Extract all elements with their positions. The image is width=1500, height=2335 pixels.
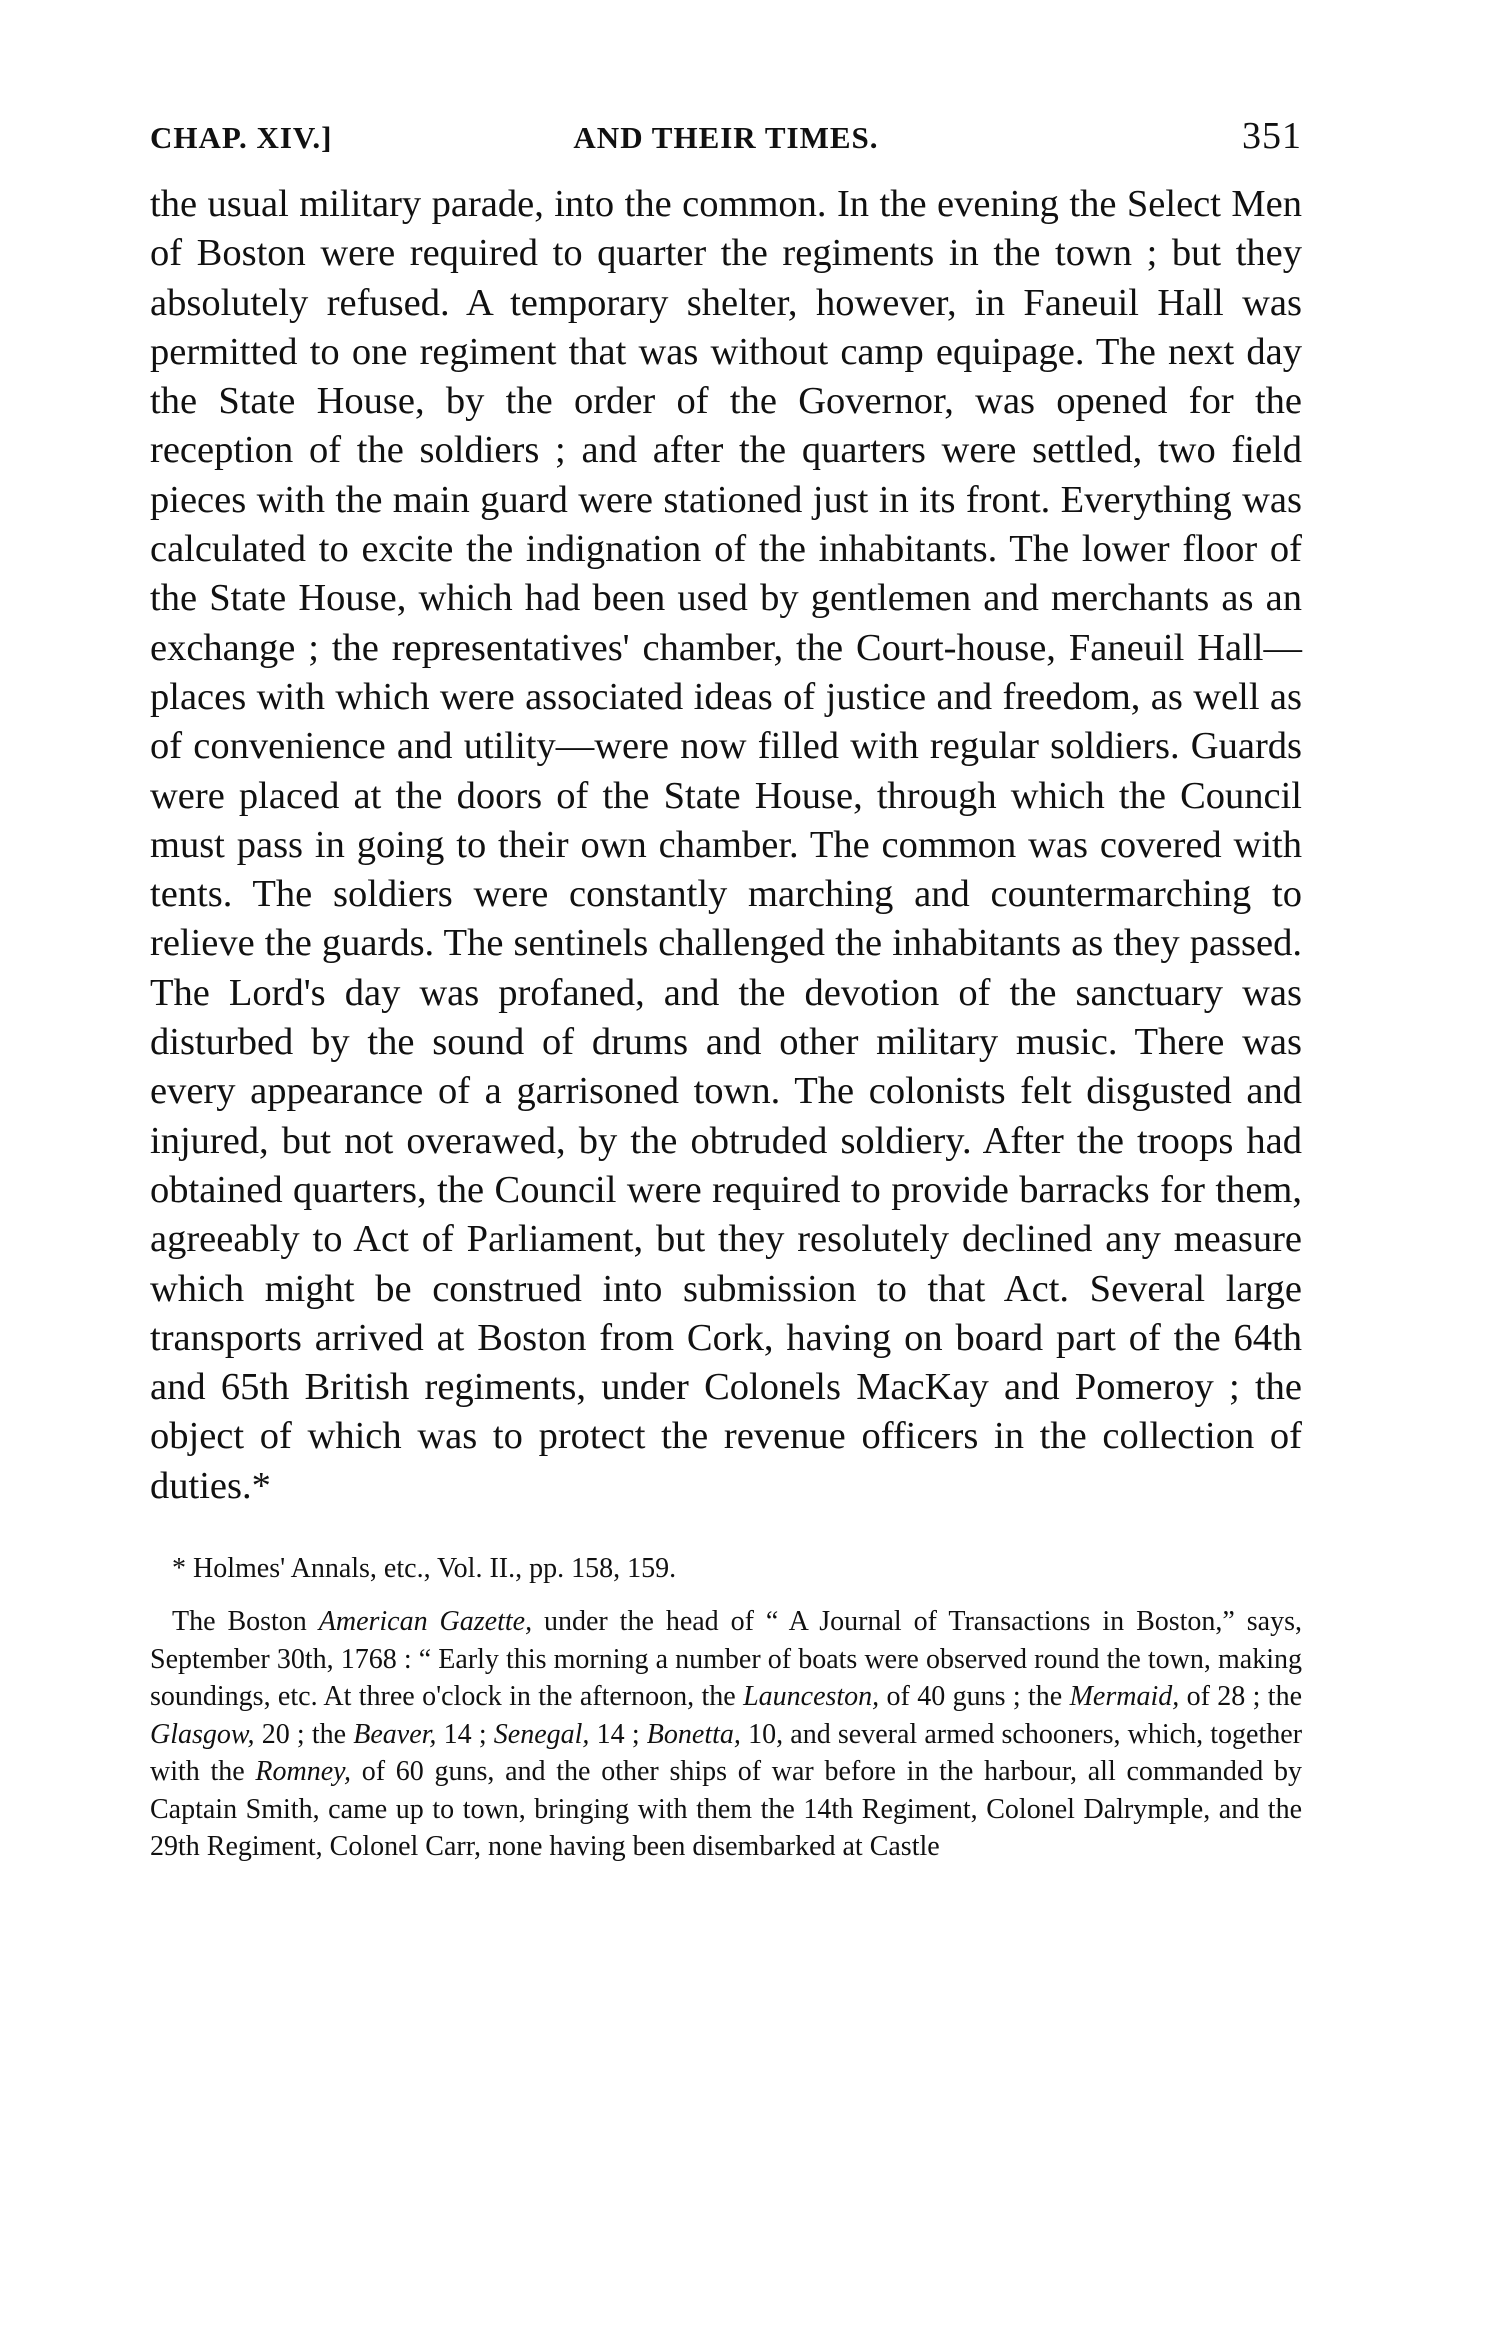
footnote-text: of 28 ; the <box>1179 1681 1303 1713</box>
running-title: AND THEIR TIMES. <box>573 120 879 155</box>
footnote-text: 20 ; the <box>254 1718 354 1750</box>
footnote-holmes: * Holmes' Annals, etc., Vol. II., pp. 158, 159. <box>172 1552 677 1584</box>
footnote-text: of 60 guns, and the other ships of war before in the harbour, all commanded by Captain Smith, came up to town, bringing with them the 14th Regiment, Colonel Dalrymple, and the 29th Regiment, Colonel Carr, none having been disembarked at Castle <box>150 1756 1302 1863</box>
footnote-text: under the head of “ A Journal of Transactions in Boston,” says, September 30th, 1768 : “ Early this morning a number of boats were observed round the town, making soundings, etc. At three o'clock in the afternoon, the <box>150 1606 1303 1713</box>
running-header <box>150 110 1302 160</box>
ship-name: Glasgow, <box>150 1718 255 1750</box>
footnote-text: 14 ; <box>436 1718 494 1750</box>
chapter-label: CHAP. XIV.] <box>150 120 333 155</box>
footnotes <box>150 1550 1302 1866</box>
ship-name: Senegal, <box>493 1718 590 1750</box>
ship-name: Beaver, <box>353 1718 437 1750</box>
ship-name: Romney, <box>255 1756 352 1788</box>
footnote-text: 14 ; <box>589 1718 647 1750</box>
footnote-gazette <box>150 1603 1302 1866</box>
ship-name: Launceston, <box>743 1681 880 1713</box>
main-paragraph: the usual military parade, into the common. In the evening the Select Men of Boston were required to quarter the regiments in the town ; but they absolutely refused. A temporary shelter, however, in Faneuil Hall was permitted to one regiment that was without camp equipage. The next day the State House, by the order of the Governor, was opened for the reception of the soldiers ; and after the quarters were settled, two field pieces with the main guard were stationed just in its front. Everything was calculated to excite the indignation of the inhabitants. The lower floor of the State House, which had been used by gentlemen and merchants as an exchange ; the representatives' chamber, the Court-house, Faneuil Hall—places with which were associated ideas of justice and freedom, as well as of convenience and utility—were now filled with regular soldiers. Guards were placed at the doors of the State House, through which the Council must pass in going to their own chamber. The common was covered with tents. The soldiers were constantly marching and countermarching to relieve the guards. The sentinels challenged the inhabitants as they passed. The Lord's day was profaned, and the devotion of the sanctuary was disturbed by the sound of drums and other military music. There was every appearance of a garrisoned town. The colonists felt disgusted and injured, but not overawed, by the obtruded soldiery. After the troops had obtained quarters, the Council were required to provide barracks for them, agreeably to Act of Parliament, but they resolutely declined any measure which might be construed into submission to that Act. Several large transports arrived at Boston from Cork, having on board part of the 64th and 65th British regiments, under Colonels MacKay and Pomeroy ; the object of which was to protect the revenue officers in the collection of duties.* <box>150 183 1302 1507</box>
footnote-text: The Boston <box>172 1606 319 1638</box>
page-number: 351 <box>1242 115 1302 157</box>
newspaper-title: American Gazette, <box>318 1606 533 1638</box>
ship-name: Bonetta, <box>646 1718 741 1750</box>
footnote-text: 10, and several armed schooners, which, together with the <box>150 1718 1303 1788</box>
book-page <box>150 110 1302 1866</box>
ship-name: Mermaid, <box>1069 1681 1180 1713</box>
footnote-text: of 40 guns ; the <box>879 1681 1070 1713</box>
